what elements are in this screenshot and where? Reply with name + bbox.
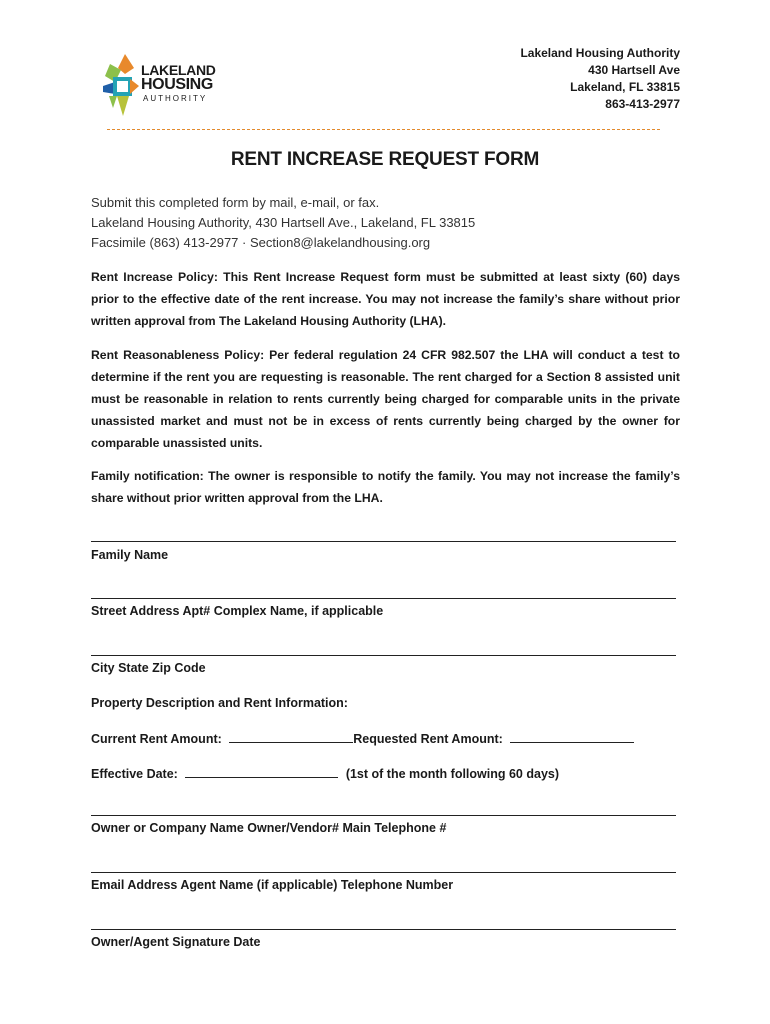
page-title: RENT INCREASE REQUEST FORM (230, 149, 540, 170)
instructions-line-2: Lakeland Housing Authority, 430 Hartsell Ave., Lakeland, FL 33815 (91, 215, 476, 230)
requested-rent-field[interactable] (510, 731, 634, 743)
owner-info-line[interactable] (91, 815, 676, 816)
current-rent-field[interactable] (229, 731, 353, 743)
logo-text-lakeland: LAKELAND (141, 62, 216, 78)
submission-instructions (91, 193, 475, 253)
family-name-line[interactable] (91, 541, 676, 542)
family-name-label: Family Name (91, 548, 169, 562)
logo-text-authority: AUTHORITY (143, 94, 208, 103)
org-street: 430 Hartsell Ave (588, 63, 680, 77)
requested-rent-label: Requested Rent Amount: (353, 732, 503, 746)
rent-amount-row (91, 731, 634, 746)
owner-info-label: Owner or Company Name Owner/Vendor# Main Telephone # (91, 821, 447, 835)
signature-line[interactable] (91, 929, 676, 930)
logo-diamond-icon (101, 52, 141, 122)
org-city: Lakeland, FL 33815 (570, 80, 680, 94)
org-name: Lakeland Housing Authority (520, 46, 680, 60)
header-address (520, 45, 680, 113)
effective-date-label: Effective Date: (91, 767, 178, 781)
current-rent-label: Current Rent Amount: (91, 732, 222, 746)
street-address-line[interactable] (91, 598, 676, 599)
org-phone: 863-413-2977 (605, 97, 680, 111)
lakeland-housing-logo (101, 52, 221, 122)
street-address-label: Street Address Apt# Complex Name, if applicable (91, 604, 384, 618)
effective-date-row (91, 766, 559, 781)
logo-text-housing: HOUSING (141, 76, 213, 93)
property-heading: Property Description and Rent Information: (91, 696, 348, 710)
rent-increase-policy: Rent Increase Policy: This Rent Increase Request form must be submitted at least sixty (60) days prior to the effective date of the rent increase. You may not increase the family’s share without prior written approval from The Lakeland Housing Authority (LHA). (91, 270, 680, 328)
effective-date-note: (1st of the month following 60 days) (345, 767, 560, 781)
effective-date-field[interactable] (185, 766, 338, 778)
instructions-line-1: Submit this completed form by mail, e-mail, or fax. (91, 195, 380, 210)
city-state-zip-line[interactable] (91, 655, 676, 656)
signature-label: Owner/Agent Signature Date (91, 935, 261, 949)
city-state-zip-label: City State Zip Code (91, 661, 206, 675)
rent-reasonableness-policy: Rent Reasonableness Policy: Per federal regulation 24 CFR 982.507 the LHA will conduct a test to determine if the rent you are requesting is reasonable. The rent charged for a Section 8 assisted unit must be reasonable in relation to rents currently being charged for comparable units in the private unassisted market and must not be in excess of rents currently being charged by the owner for comparable unassisted units. (91, 348, 680, 450)
header-divider (107, 129, 660, 130)
email-agent-label: Email Address Agent Name (if applicable) Telephone Number (91, 878, 454, 892)
family-notification: Family notification: The owner is responsible to notify the family. You may not increase the family’s share without prior written approval from the LHA. (91, 469, 680, 505)
email-agent-line[interactable] (91, 872, 676, 873)
instructions-line-3: Facsimile (863) 413-2977 · Section8@lakelandhousing.org (91, 235, 431, 250)
